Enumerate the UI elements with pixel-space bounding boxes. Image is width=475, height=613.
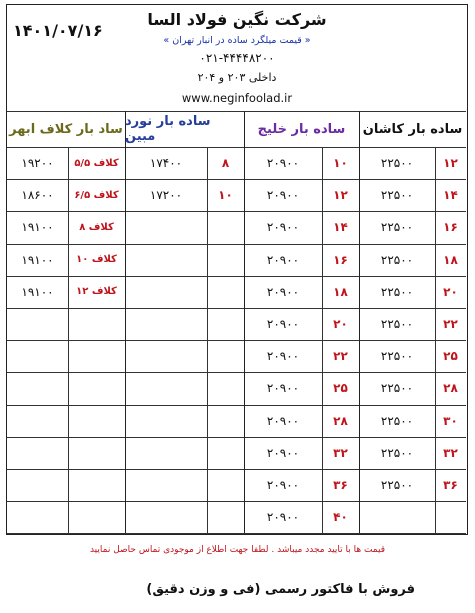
kashan-size-cell: ۱۴ — [443, 188, 458, 203]
kalaf-price-cell: ۱۹۱۰۰ — [21, 220, 54, 235]
price-note: « قیمت میلگرد ساده در انبار تهران » — [163, 35, 311, 46]
khalij-price-cell: ۲۰۹۰۰ — [266, 413, 300, 428]
kalaf-price-cell: ۱۹۱۰۰ — [21, 252, 54, 267]
kashan-size-cell: ۳۶ — [443, 478, 458, 493]
navard-size-cell: ۱۰ — [218, 188, 233, 203]
kashan-size-cell: ۲۰ — [443, 284, 458, 299]
kashan-price-cell: ۲۲۵۰۰ — [380, 445, 414, 460]
khalij-size-cell: ۲۵ — [333, 381, 348, 396]
khalij-size-cell: ۳۲ — [333, 445, 348, 460]
kashan-price-cell: ۲۲۵۰۰ — [380, 317, 414, 332]
kashan-price-cell: ۲۲۵۰۰ — [380, 381, 414, 396]
price-table — [7, 111, 466, 533]
khalij-size-cell: ۲۲ — [333, 349, 348, 364]
kashan-size-cell: ۱۸ — [443, 252, 458, 267]
kashan-price-cell: ۲۲۵۰۰ — [380, 413, 414, 428]
kalaf-price-cell: ۱۸۶۰۰ — [21, 188, 54, 203]
khalij-size-cell: ۱۸ — [333, 284, 348, 299]
phone-number: ۰۲۱-۴۴۴۴۸۲۰۰ — [199, 51, 275, 65]
khalij-size-cell: ۱۲ — [333, 188, 348, 203]
khalij-price-cell: ۲۰۹۰۰ — [266, 220, 300, 235]
kashan-price-cell: ۲۲۵۰۰ — [380, 188, 414, 203]
khalij-size-cell: ۲۸ — [333, 413, 348, 428]
khalij-size-cell: ۲۰ — [333, 317, 348, 332]
kashan-price-cell: ۲۲۵۰۰ — [380, 478, 414, 493]
column-header-navard: ساده بار نورد مبین — [125, 114, 211, 144]
khalij-price-cell: ۲۰۹۰۰ — [266, 349, 300, 364]
khalij-price-cell: ۲۰۹۰۰ — [266, 284, 300, 299]
footnote: قیمت ها با تایید مجدد میباشد . لطفا جهت اطلاع از موجودی تماس حاصل نمایید — [89, 545, 386, 555]
navard-size-cell: ۸ — [221, 156, 230, 171]
kashan-price-cell: ۲۲۵۰۰ — [380, 156, 414, 171]
sales-note: فروش با فاکتور رسمی (فی و وزن دقیق) — [146, 582, 415, 597]
kashan-size-cell: ۲۸ — [443, 381, 458, 396]
kalaf-size-cell: ۶/۵ کلاف — [74, 189, 119, 201]
kashan-size-cell: ۳۲ — [443, 445, 458, 460]
kashan-price-cell: ۲۲۵۰۰ — [380, 220, 414, 235]
kalaf-price-cell: ۱۹۱۰۰ — [21, 284, 54, 299]
navard-price-cell: ۱۷۲۰۰ — [149, 188, 183, 203]
navard-price-cell: ۱۷۴۰۰ — [149, 156, 183, 171]
sheet-header — [7, 5, 467, 109]
company-name: شرکت نگین فولاد السا — [147, 10, 327, 29]
kashan-size-cell: ۱۲ — [443, 156, 458, 171]
kashan-size-cell: ۳۰ — [443, 413, 458, 428]
khalij-price-cell: ۲۰۹۰۰ — [266, 252, 300, 267]
khalij-size-cell: ۳۶ — [333, 478, 348, 493]
kalaf-size-cell: ۱۲ کلاف — [76, 286, 117, 298]
column-header-kalaf: ساد بار کلاف ابهر — [9, 121, 123, 137]
kalaf-size-cell: ۸ کلاف — [79, 221, 114, 233]
extensions: داخلی ۲۰۳ و ۲۰۴ — [197, 71, 277, 84]
khalij-size-cell: ۴۰ — [333, 510, 348, 525]
khalij-size-cell: ۱۰ — [333, 156, 348, 171]
khalij-price-cell: ۲۰۹۰۰ — [266, 156, 300, 171]
row-divider — [7, 533, 466, 534]
khalij-size-cell: ۱۶ — [333, 252, 348, 267]
kashan-price-cell: ۲۲۵۰۰ — [380, 284, 414, 299]
kashan-price-cell: ۲۲۵۰۰ — [380, 349, 414, 364]
website-link[interactable]: www.neginfoolad.ir — [181, 91, 293, 105]
row-divider — [7, 501, 466, 502]
khalij-price-cell: ۲۰۹۰۰ — [266, 445, 300, 460]
kalaf-size-cell: ۱۰ کلاف — [76, 254, 117, 266]
kalaf-price-cell: ۱۹۲۰۰ — [21, 156, 54, 171]
column-header-khalij: ساده بار خلیج — [257, 121, 346, 137]
khalij-price-cell: ۲۰۹۰۰ — [266, 381, 300, 396]
kashan-size-cell: ۲۲ — [443, 317, 458, 332]
khalij-price-cell: ۲۰۹۰۰ — [266, 478, 300, 493]
khalij-price-cell: ۲۰۹۰۰ — [266, 317, 300, 332]
kashan-size-cell: ۱۶ — [443, 220, 458, 235]
price-sheet — [6, 4, 468, 535]
khalij-size-cell: ۱۴ — [333, 220, 348, 235]
kalaf-size-cell: ۵/۵ کلاف — [74, 157, 119, 169]
khalij-price-cell: ۲۰۹۰۰ — [266, 188, 300, 203]
kashan-price-cell: ۲۲۵۰۰ — [380, 252, 414, 267]
sheet-date: ۱۴۰۱/۰۷/۱۶ — [13, 21, 103, 40]
kashan-size-cell: ۲۵ — [443, 349, 458, 364]
column-header-kashan: ساده بار کاشان — [362, 121, 463, 137]
khalij-price-cell: ۲۰۹۰۰ — [266, 510, 300, 525]
